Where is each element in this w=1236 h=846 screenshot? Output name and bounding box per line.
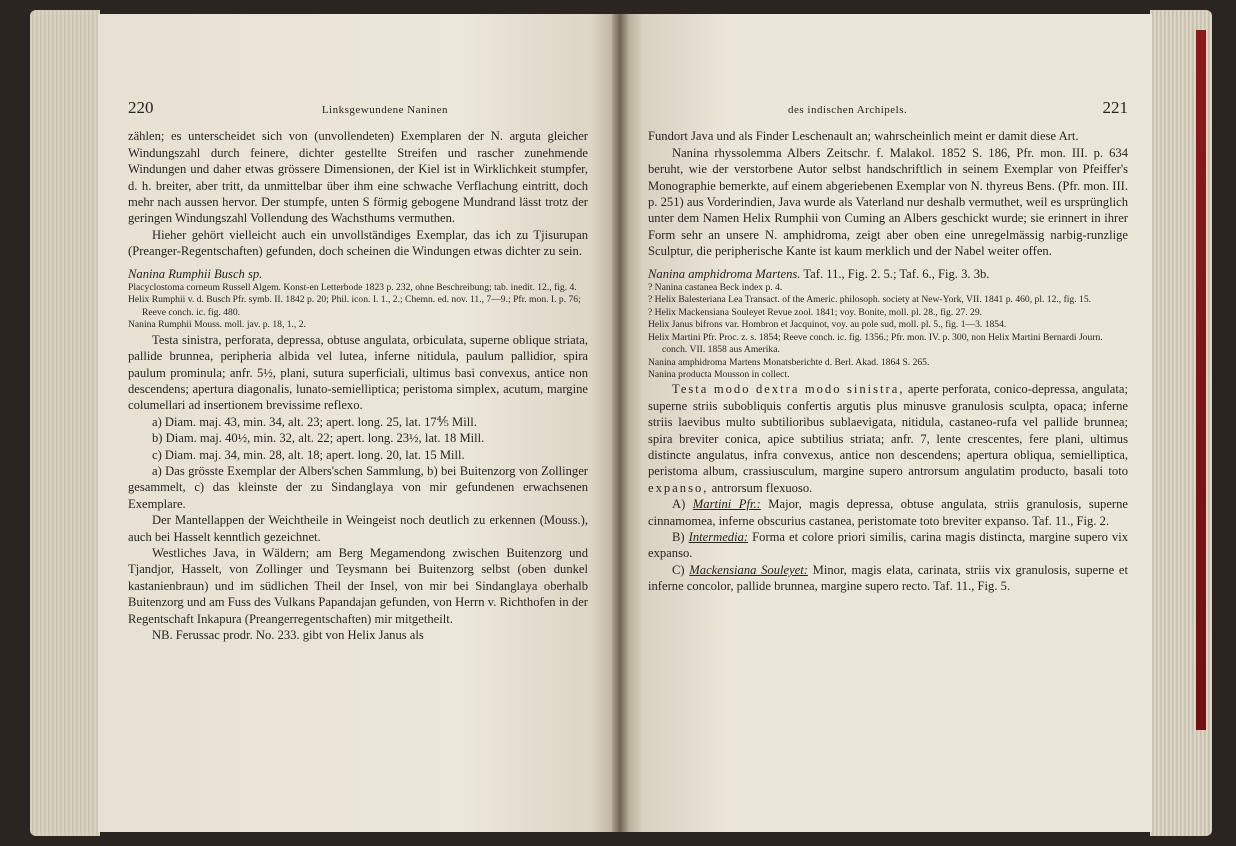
species-heading: Nanina amphidroma Martens. xyxy=(648,266,801,281)
description-end: antrorsum flexuoso. xyxy=(711,480,813,495)
right-page-content xyxy=(648,100,1128,595)
synonym-entry: Nanina amphidroma Martens Monatsberichte d. Berl. Akad. 1864 S. 265. xyxy=(648,356,930,368)
page-number-left: 220 xyxy=(128,98,154,117)
synonym-entry: ? Helix Balesteriana Lea Transact. of the Americ. philosoph. society at New-York, VII. 1841 p. 460, pl. 12., fig. 15. xyxy=(648,294,1092,306)
paragraph: a) Das grösste Exemplar der Albers'schen Sammlung, b) bei Buitenzorg von Zollinger gesammelt, c) das kleinste der zu Sindanglaya von mir gefundenen erwachsenen Exemplare. xyxy=(128,463,588,511)
synonym-entry: ? Nanina castanea Beck index p. 4. xyxy=(648,282,783,294)
paragraph: Nanina rhyssolemma Albers Zeitschr. f. Malakol. 1852 S. 186, Pfr. mon. III. p. 634 beruht, wie der verstorbene Autor selbst handschriftlich in seinem Exemplar von Pfeiffer's Monographie bemerkte, auf einem abgeriebenen Exemplar von N. thyreus Bens. (Pfr. mon. III. p. 251) aus Vorderindien, Java wurde als Vaterland nur deshalb vermuthet, weil es ursprünglich unter dem Namen Helix Rumphii von Cuming an Albers geschickt wurde; sie erinnert in ihrer Form sehr an unsere N. amphidroma, zeigt aber oben eine unregelmässig narbig-runzlige Sculptur, die peripherische Kante ist kaum merklich und der Nabel weiter offen. xyxy=(648,145,1128,259)
paragraph: Der Mantellappen der Weichtheile in Weingeist noch deutlich zu erkennen (Mouss.), auch bei Hasselt kenntlich gezeichnet. xyxy=(128,513,588,544)
paragraph: Fundort Java und als Finder Leschenault an; wahrscheinlich meint er damit diese Art. xyxy=(648,129,1079,144)
running-head-left: Linksgewundene Naninen xyxy=(321,104,448,116)
left-page-edges xyxy=(30,10,100,836)
right-page-header xyxy=(648,100,1128,118)
description-spaced: expanso, xyxy=(648,480,709,495)
variety-letter: A) xyxy=(672,497,693,512)
description-lead: Testa modo dextra modo sinistra, xyxy=(672,382,905,397)
measurement: c) Diam. maj. 34, min. 28, alt. 18; apert. long. 20, lat. 15 Mill. xyxy=(152,447,465,462)
paragraph: NB. Ferussac prodr. No. 233. gibt von Helix Janus als xyxy=(152,628,424,642)
variety-label: Martini Pfr.: xyxy=(692,497,761,512)
left-page-content xyxy=(128,100,588,643)
species-heading-line xyxy=(648,266,1128,282)
page-number-right: 221 xyxy=(1102,98,1128,117)
variety-text: Major, magis depressa, obtuse angulata, striis granulosis, superne cinnamomea, inferne obscurius castanea, peristomate toto breviter expanso. Taf. 11., Fig. 2. xyxy=(648,497,1128,528)
synonym-entry: Helix Janus bifrons var. Hombron et Jacquinot, voy. au pole sud, moll. pl. 5., fig. 1—3. 1854. xyxy=(648,319,1007,331)
bookmark-ribbon xyxy=(1196,30,1206,730)
variety-a xyxy=(648,496,1128,529)
book-gutter xyxy=(612,14,628,832)
variety-c xyxy=(648,562,1128,595)
synonym-entry: Helix Rumphii v. d. Busch Pfr. symb. II. 1842 p. 20; Phil. icon. I. 1., 2.; Chemn. ed. nov. 11., 7—9.; Pfr. mon. I. p. 76; Reeve conch. ic. fig. 480. xyxy=(128,294,581,318)
synonymy-list xyxy=(128,282,588,332)
distribution-paragraph: Westliches Java, in Wäldern; am Berg Megamendong zwischen Buitenzorg und Tjandjor, Hasselt, von Zollinger und Teysmann bei Buitenzorg selbst (oben dunkel kastanienbraun) und im südlichen Theil der Insel, von mir bei Sindanglaya oberhalb Buitenzorg und am Fuss des Vulkans Papandajan gefunden, von Herrn v. Richthofen in der Regentschaft Inkapura (Preangerregentschaften) mir mitgetheilt. xyxy=(128,545,588,626)
variety-b xyxy=(648,529,1128,562)
measurement: a) Diam. maj. 43, min. 34, alt. 23; apert. long. 25, lat. 17⅘ Mill. xyxy=(152,414,477,429)
species-description xyxy=(648,381,1128,496)
species-heading: Nanina Rumphii Busch sp. xyxy=(128,266,263,281)
variety-text: Minor, magis elata, carinata, striis vix granulosis, superne et inferne concolor, pallide brunnea, margine supero recto. Taf. 11., Fig. 5. xyxy=(648,562,1128,594)
measurement: b) Diam. maj. 40½, min. 32, alt. 22; apert. long. 23½, lat. 18 Mill. xyxy=(152,431,485,446)
synonymy-list xyxy=(648,282,1128,381)
synonym-entry: ? Helix Mackensiana Souleyet Revue zool. 1841; voy. Bonite, moll. pl. 28., fig. 27. 29. xyxy=(648,306,983,318)
running-head-right: des indischen Archipels. xyxy=(788,104,908,116)
synonym-entry: Helix Martini Pfr. Proc. z. s. 1854; Reeve conch. ic. fig. 1356.; Pfr. mon. IV. p. 300, non Helix Martini Bernardi Journ. conch. VII. 1858 aus Amerika. xyxy=(648,331,1103,356)
species-plate-refs: Taf. 11., Fig. 2. 5.; Taf. 6., Fig. 3. 3b. xyxy=(803,266,990,281)
synonym-entry: Placyclostoma corneum Russell Algem. Konst-en Letterbode 1823 p. 232, ohne Beschreibung; tab. inedit. 12., fig. 4. xyxy=(128,282,577,294)
variety-label: Intermedia: xyxy=(688,529,749,544)
paragraph: zählen; es unterscheidet sich von (unvollendeten) Exemplaren der N. arguta gleicher Windungszahl durch feinere, dichter gestellte Streifen und rascher zunehmende Windungen und daher etwas grössere Dimensionen, der Kiel ist in Wirklichkeit stumpfer, d. h. breiter, aber tritt, da unmittelbar über ihm eine schwache Verflachung eintritt, doch mehr nach aussen hervor. Der stumpfe, unten S förmig gebogene Mundrand lässt trotz der geringen Windungszahl Vollendung des Wachsthums vermuthen. xyxy=(128,129,588,226)
species-description: Testa sinistra, perforata, depressa, obtuse angulata, orbiculata, superne oblique striata, pallide brunnea, peripheria albida vel lutea, inferne nitidula, paulum pallidior, spira paulum prominula; anfr. 5½, plani, sutura superficiali, ultimus basi convexus, antice non descendens; apertura diagonalis, lunato-semielliptica; peristoma simplex, acutum, margine columellari ad insertionem brevissime reflexo. xyxy=(128,332,588,413)
variety-letter: B) xyxy=(672,529,689,544)
paragraph: Hieher gehört vielleicht auch ein unvollständiges Exemplar, das ich zu Tjisurupan (Preanger-Regentschaften) gefunden, doch scheinen die Windungen etwas dichter zu sein. xyxy=(128,227,588,259)
variety-letter: C) xyxy=(672,562,690,577)
left-page-header xyxy=(128,100,588,118)
description-body: aperte perforata, conico-depressa, angulata; superne striis subobliquis confertis argutis plus minusve granulosis sculpta, opaca; inferne striis laevibus multo subtilioribus sublaevigata, nitidula, castaneo-rufa vel pallide brunnea; spira breviter conica, apice subtilius striata; anfr. 7, lente crescentes, fere plani, ultimus distincte angulatus, infra convexus, antice non descendens; apertura obliqua, semielliptica, peristoma album, crassiusculum, margine supero antrorsum angulatim producto, basali toto xyxy=(648,382,1128,479)
synonym-entry: Nanina Rumphii Mouss. moll. jav. p. 18, 1., 2. xyxy=(128,319,306,331)
variety-text: Forma et colore priori similis, carina magis distincta, margine supero vix expanso. xyxy=(648,529,1128,561)
variety-label: Mackensiana Souleyet: xyxy=(689,562,808,577)
synonym-entry: Nanina producta Mousson in collect. xyxy=(648,368,790,380)
